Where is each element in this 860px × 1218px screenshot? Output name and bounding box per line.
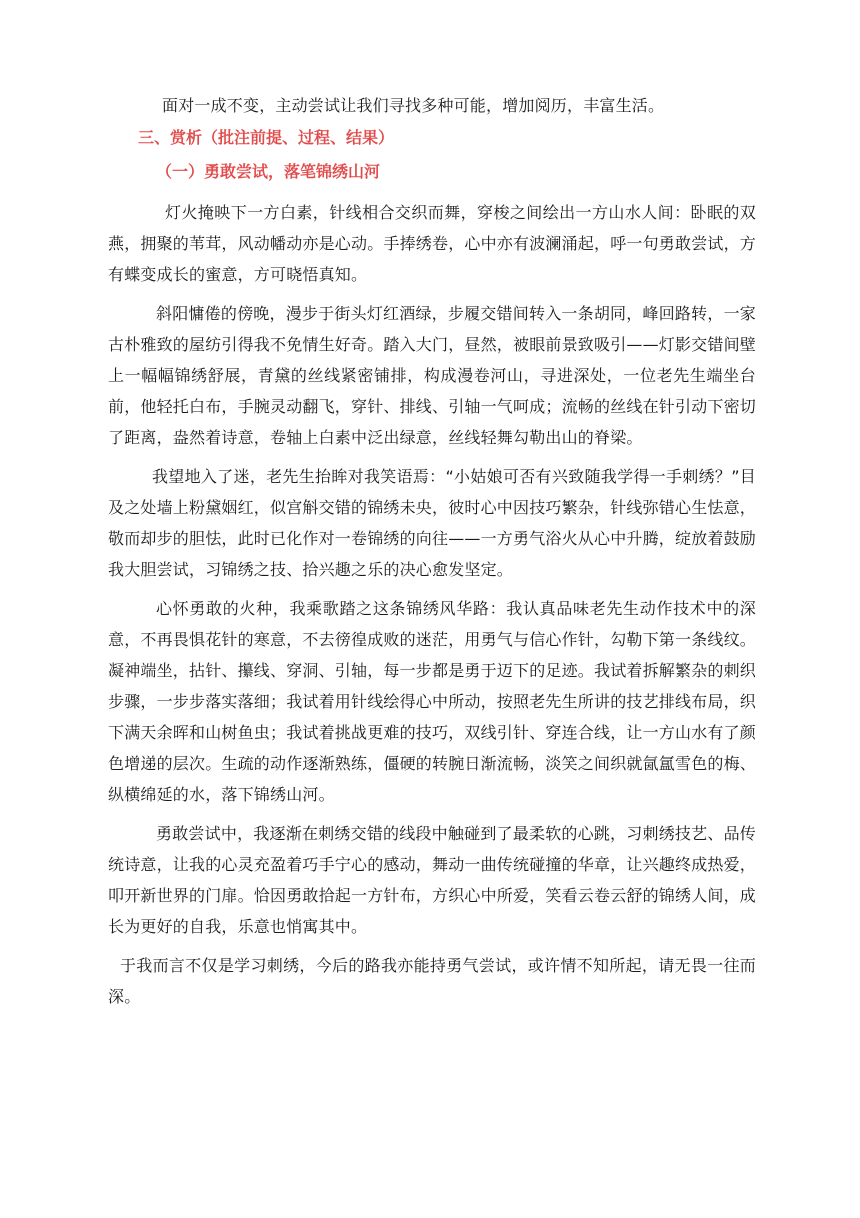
body-paragraph-4: 心怀勇敢的火种，我乘歌踏之这条锦绣风华路：我认真品味老先生动作技术中的深意，不再畏惧花针的寒意，不去徬徨成败的迷茫，用勇气与信心作针，勾勒下第一条线纹。凝神端坐，拈针、攥线、穿洞、引轴，每一步都是勇于迈下的足迹。我试着拆解繁杂的刺织步骤，一步步落实落细；我试着用针线绘得心中所动，按照老先生所讲的技艺排线布局，织下满天余晖和山树鱼虫；我试着挑战更难的技巧，双线引针、穿连合线，让一方山水有了颜色增递的层次。生疏的动作逐渐熟练，僵硬的转腕日渐流畅，淡笑之间织就氤氲雪色的梅、纵横绵延的水，落下锦绣山河。 [108, 599, 757, 804]
document-page [108, 90, 756, 1012]
intro-paragraph: 面对一成不变，主动尝试让我们寻找多种可能，增加阅历，丰富生活。 [162, 96, 665, 115]
body-paragraph-3: 我望地入了迷，老先生抬眸对我笑语焉：“小姑娘可否有兴致随我学得一手刺绣？”目及之处墙上粉黛姻红，似宫斛交错的锦绣未央，彼时心中因技巧繁杂，针线弥错心生怯意，敬而却步的胆怯，此时已化作对一卷锦绣的向往——一方勇气浴火从心中升腾，绽放着鼓励我大胆尝试，习锦绣之技、拾兴趣之乐的决心愈发坚定。 [108, 467, 757, 579]
section-heading: 三、赏析（批注前提、过程、结果） [138, 128, 395, 147]
body-paragraph-5: 勇敢尝试中，我逐渐在刺绣交错的线段中触碰到了最柔软的心跳，习刺绣技艺、品传统诗意，让我的心灵充盈着巧手宁心的感动，舞动一曲传统碰撞的华章，让兴趣终成热爱，叩开新世界的门扉。恰因勇敢拾起一方针布，方织心中所爱，笑看云卷云舒的锦绣人间，成长为更好的自我，乐意也悄寓其中。 [108, 824, 757, 936]
body-paragraph-6: 于我而言不仅是学习刺绣，今后的路我亦能持勇气尝试，或许情不知所起，请无畏一往而深。 [108, 956, 756, 1006]
body-paragraph-1: 灯火掩映下一方白素，针线相合交织而舞，穿梭之间绘出一方山水人间：卧眠的双燕，拥聚的苇茸，风动幡动亦是心动。手捧绣卷，心中亦有波澜涌起，呼一句勇敢尝试，方有蝶变成长的蜜意，方可晓悟真知。 [108, 203, 757, 284]
body-paragraph-2: 斜阳慵倦的傍晚，漫步于街头灯红酒绿，步履交错间转入一条胡同，峰回路转，一家古朴雅致的屋纺引得我不免情生好奇。踏入大门，昼然，被眼前景致吸引——灯影交错间壁上一幅幅锦绣舒展，青黛的丝线紧密铺排，构成漫卷河山，寻进深处，一位老先生端坐台前，他轻托白布，手腕灵动翻飞，穿针、排线、引轴一气呵成；流畅的丝线在针引动下密切了距离，盎然着诗意，卷轴上白素中泛出绿意，丝线轻舞勾勒出山的脊梁。 [108, 304, 757, 447]
subsection-heading: （一）勇敢尝试，落笔锦绣山河 [156, 162, 381, 181]
